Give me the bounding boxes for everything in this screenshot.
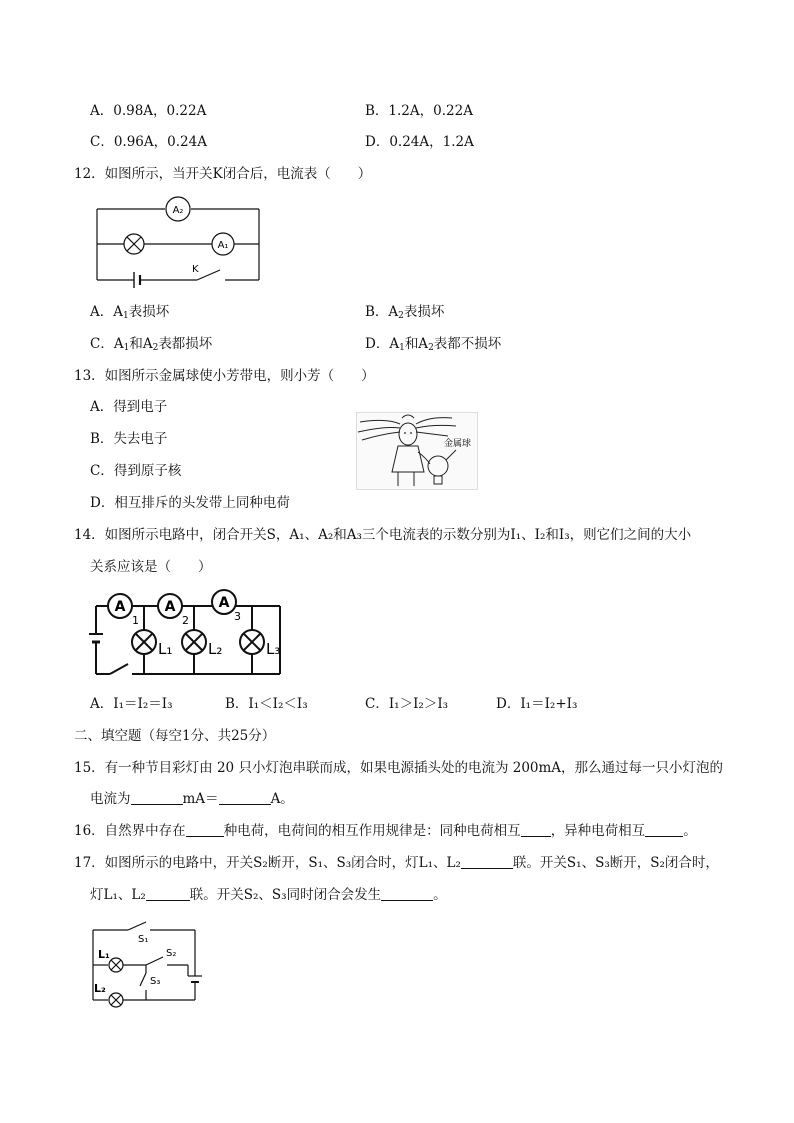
- q12-circuit-figure: [92, 192, 267, 292]
- q14-lamp-l3-label: L₃: [266, 640, 281, 658]
- q13-option-c: C．得到原子核: [90, 463, 182, 479]
- q16-blank-2[interactable]: [521, 824, 551, 837]
- q14-stem-line2: 关系应该是（ ）: [90, 559, 212, 575]
- q17-blank-1[interactable]: [461, 856, 513, 869]
- q17-line2: 灯L₁、L₂ 联。开关S₂、S₃同时闭合会发生 。: [90, 887, 447, 903]
- q14-ammeter-a3-label: A: [218, 595, 230, 611]
- q14-stem-line1: 14．如图所示电路中，闭合开关S，A₁、A₂和A₃三个电流表的示数分别为I₁、I₂和I₃，则它们之间的大小: [74, 527, 692, 543]
- q14-lamp-l1-label: L₁: [158, 640, 173, 658]
- q12-option-a: A．$A_1$表损坏: [90, 304, 170, 321]
- q11-option-d: D．0.24A，1.2A: [365, 134, 474, 150]
- q14-lamp-l2-label: L₂: [208, 640, 223, 658]
- q17-switch-s1-label: S₁: [138, 934, 149, 945]
- q13-stem: 13．如图所示金属球使小芳带电，则小芳（ ）: [74, 368, 375, 384]
- q13-girl-metal-ball-figure: [356, 412, 478, 490]
- q17-lamp-l2-label: L₂: [94, 982, 106, 995]
- q14-ammeter-a3-number: 3: [234, 610, 241, 623]
- q14-option-c: C．I₁＞I₂＞I₃: [365, 696, 449, 712]
- q12-option-d: D．$A_1$和$A_2$表都不损坏: [365, 336, 502, 353]
- q13-option-d: D．相互排斥的头发带上同种电荷: [90, 495, 290, 511]
- q17-switch-s3-label: S₃: [150, 976, 161, 987]
- q16-blank-3[interactable]: [645, 824, 683, 837]
- q17-circuit-figure: [88, 920, 208, 1005]
- q14-option-b: B．I₁＜I₂＜I₃: [225, 696, 308, 712]
- q11-option-a: A．0.98A，0.22A: [90, 103, 207, 119]
- q17-blank-3[interactable]: [381, 888, 433, 901]
- q13-metal-ball-label: 金属球: [444, 439, 472, 449]
- q14-ammeter-a2-label: A: [164, 599, 176, 615]
- q14-ammeter-a2-number: 2: [182, 614, 189, 627]
- q11-option-c: C．0.96A，0.24A: [90, 134, 207, 150]
- q14-ammeter-a1-label: A: [114, 599, 126, 615]
- q12-switch-label: K: [192, 264, 199, 275]
- q15-line1: 15．有一种节目彩灯由 20 只小灯泡串联而成，如果电源插头处的电流为 200mA，那么通过每一只小灯泡的: [74, 760, 724, 776]
- q17-line1: 17．如图所示的电路中，开关S₂断开，S₁、S₃闭合时，灯L₁、L₂ 联。开关S₁、S₃断开，S₂闭合时，: [74, 855, 719, 871]
- q13-option-b: B．失去电子: [90, 431, 168, 447]
- q12-option-c: C．$A_1$和$A_2$表都损坏: [90, 336, 213, 353]
- q16-blank-1[interactable]: [186, 824, 224, 837]
- q15-line2: 电流为 mA＝ A。: [90, 791, 294, 807]
- q17-blank-2[interactable]: [146, 888, 190, 901]
- q14-circuit-figure: [88, 590, 288, 680]
- q12-ammeter-a1-label: A₁: [217, 240, 229, 251]
- q11-option-b: B．1.2A，0.22A: [365, 103, 473, 119]
- q12-ammeter-a2-label: A₂: [172, 205, 184, 216]
- q14-option-d: D．I₁＝I₂+I₃: [496, 696, 578, 712]
- q12-option-b: B．$A_2$表损坏: [365, 304, 445, 321]
- q17-switch-s2-label: S₂: [166, 948, 177, 959]
- q17-lamp-l1-label: L₁: [98, 948, 110, 961]
- q13-option-a: A．得到电子: [90, 399, 168, 415]
- section-heading-fill-in: 二、填空题（每空1分、共25分）: [74, 728, 276, 744]
- q12-stem: 12．如图所示，当开关K闭合后，电流表（ ）: [74, 166, 372, 182]
- q16-line: 16．自然界中存在 种电荷，电荷间的相互作用规律是：同种电荷相互 ，异种电荷相互 。: [74, 823, 697, 839]
- q14-ammeter-a1-number: 1: [132, 614, 139, 627]
- q14-option-a: A．I₁＝I₂＝I₃: [90, 696, 173, 712]
- q15-blank-2[interactable]: [219, 792, 271, 805]
- q15-blank-1[interactable]: [131, 792, 183, 805]
